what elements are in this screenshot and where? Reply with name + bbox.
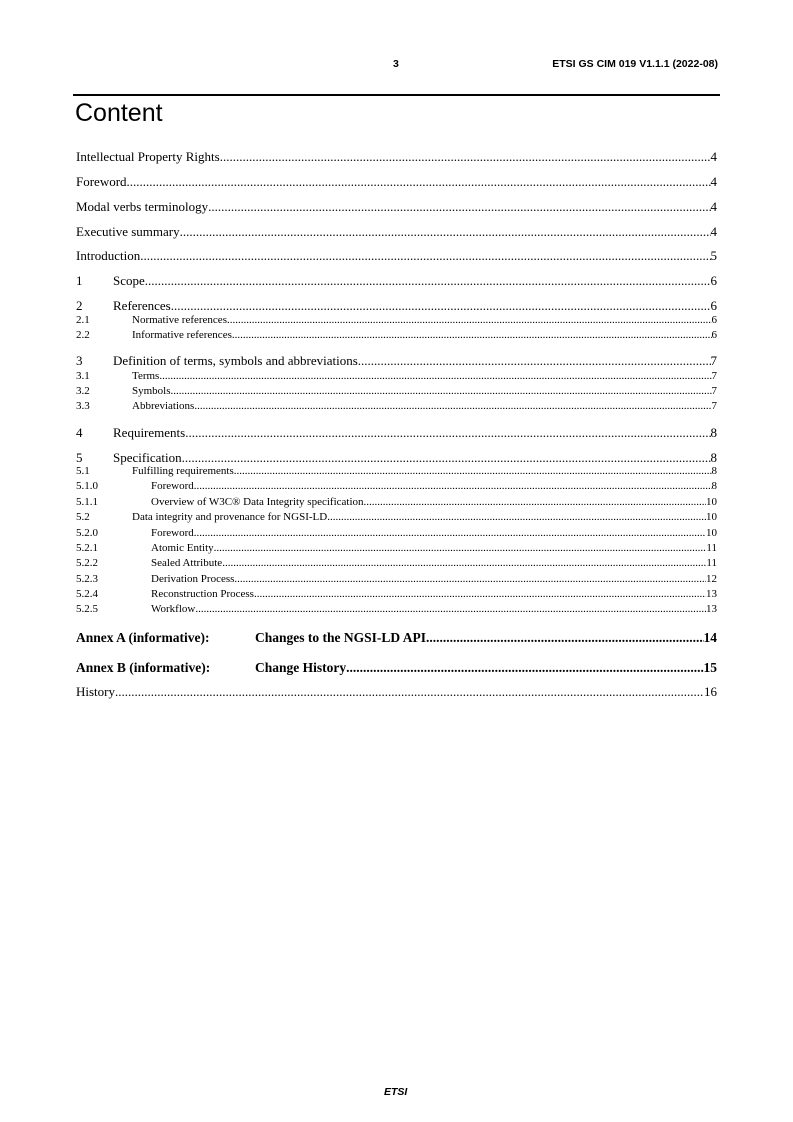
toc-entry-introduction[interactable]: Introduction ..... 5 — [76, 248, 717, 264]
toc-entry-sealed-attribute[interactable]: 5.2.2 Sealed Attribute ..... 11 — [76, 557, 717, 573]
document-id: ETSI GS CIM 019 V1.1.1 (2022-08) — [552, 58, 718, 70]
toc-entry-requirements[interactable]: 4 Requirements ..... 8 — [76, 425, 717, 441]
toc-entry-5-1-0-foreword[interactable]: 5.1.0 Foreword ..... 8 — [76, 480, 717, 496]
toc-entry-normative-references[interactable]: 2.1 Normative references ..... 6 — [76, 314, 717, 330]
toc-entry-annex-a[interactable]: Annex A (informative): Changes to the NGSI-LD API ..... 14 — [76, 630, 717, 648]
toc-entry-definitions[interactable]: 3 Definition of terms, symbols and abbreviations ..... 7 — [76, 353, 717, 369]
toc-entry-modal-verbs[interactable]: Modal verbs terminology ..... 4 — [76, 199, 717, 215]
toc-entry-5-2-0-foreword[interactable]: 5.2.0 Foreword ..... 10 — [76, 527, 717, 543]
toc-entry-w3c-overview[interactable]: 5.1.1 Overview of W3C® Data Integrity specification ..... 10 — [76, 496, 717, 512]
toc-entry-terms[interactable]: 3.1 Terms ..... 7 — [76, 370, 717, 386]
page-number: 3 — [393, 58, 399, 70]
toc-entry-symbols[interactable]: 3.2 Symbols ..... 7 — [76, 385, 717, 401]
toc-entry-derivation-process[interactable]: 5.2.3 Derivation Process ..... 12 — [76, 573, 717, 589]
toc-entry-references[interactable]: 2 References ..... 6 — [76, 298, 717, 314]
toc-entry-history[interactable]: History ..... 16 — [76, 684, 717, 700]
toc-entry-executive-summary[interactable]: Executive summary ..... 4 — [76, 224, 717, 240]
header-rule — [73, 94, 720, 96]
toc-entry-informative-references[interactable]: 2.2 Informative references ..... 6 — [76, 329, 717, 345]
toc-entry-reconstruction-process[interactable]: 5.2.4 Reconstruction Process ..... 13 — [76, 588, 717, 604]
toc-entry-scope[interactable]: 1 Scope ..... 6 — [76, 273, 717, 289]
footer-etsi: ETSI — [384, 1086, 408, 1098]
page-title: Content — [75, 99, 163, 127]
toc-entry-data-integrity[interactable]: 5.2 Data integrity and provenance for NGSI-LD ..... 10 — [76, 511, 717, 527]
toc-entry-specification[interactable]: 5 Specification ..... 8 — [76, 450, 717, 466]
toc-entry-fulfilling-requirements[interactable]: 5.1 Fulfilling requirements ..... 8 — [76, 465, 717, 481]
toc-entry-annex-b[interactable]: Annex B (informative): Change History ..... 15 — [76, 660, 717, 678]
toc-entry-abbreviations[interactable]: 3.3 Abbreviations ..... 7 — [76, 400, 717, 416]
toc-entry-foreword[interactable]: Foreword ..... 4 — [76, 174, 717, 190]
toc-entry-ipr[interactable]: Intellectual Property Rights ..... 4 — [76, 149, 717, 165]
toc-entry-atomic-entity[interactable]: 5.2.1 Atomic Entity ..... 11 — [76, 542, 717, 558]
toc-entry-workflow[interactable]: 5.2.5 Workflow ..... 13 — [76, 603, 717, 619]
